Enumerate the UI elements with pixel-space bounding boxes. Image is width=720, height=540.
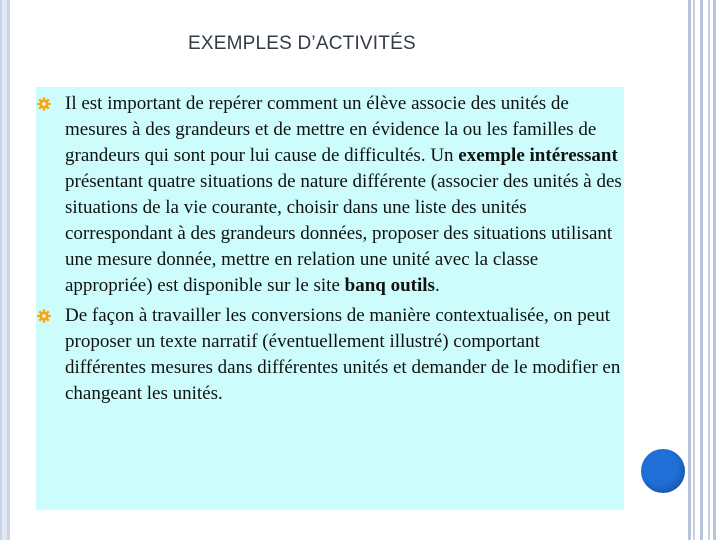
bullet-1-bold-example: exemple intéressant — [458, 145, 618, 166]
bullet-1-text-end: . — [434, 275, 440, 296]
decorative-blue-circle — [641, 449, 685, 493]
bullet-list — [36, 91, 624, 407]
gear-icon — [37, 309, 51, 323]
bullet-1-bold-site: banq outils — [344, 275, 435, 296]
slide-title: EXEMPLES D’ACTIVITÉS — [188, 33, 416, 54]
left-border-decoration — [0, 0, 10, 540]
bullet-2-text: De façon à travailler les conversions de manière contextualisée, on peut proposer un texte narratif (éventuellement illustré) comportant différentes mesures dans différentes unités et demander de le modifier en changeant les unités. — [65, 305, 621, 404]
bullet-item-1 — [36, 91, 624, 299]
gear-icon — [37, 97, 51, 111]
bullet-1-text: Il est important de repérer comment un élève associe des unités de mesures à des grandeurs et de mettre en évidence la ou les familles de grandeurs qui sont pour lui cause de difficultés. Un — [65, 93, 597, 166]
bullet-item-2 — [36, 303, 624, 407]
bullet-1-text-cont: présentant quatre situations de nature différente (associer des unités à des situations de la vie courante, choisir dans une liste des unités correspondant à des grandeurs données, proposer des situations utilisant une mesure donnée, mettre en relation une unité avec la classe appropriée) est disponible sur le site — [65, 171, 622, 296]
right-border-decoration — [686, 0, 720, 540]
